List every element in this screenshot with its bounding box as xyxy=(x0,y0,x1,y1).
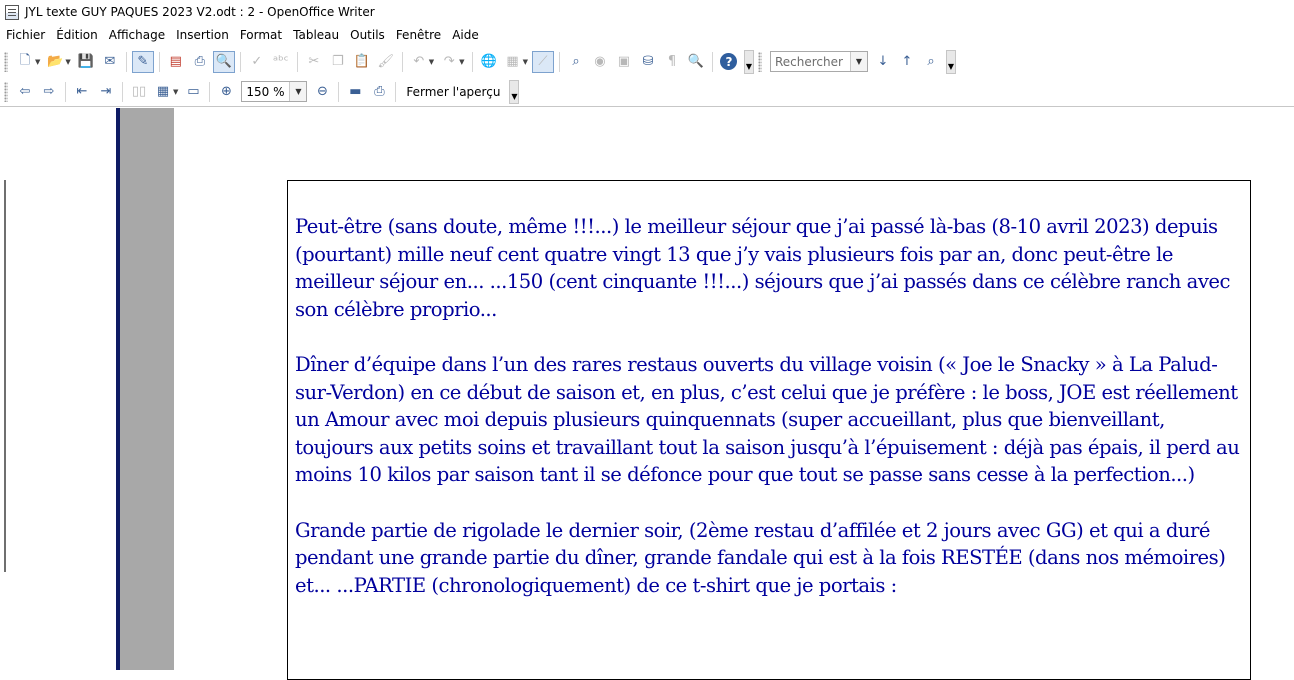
zoom-in-icon[interactable]: ⊕ xyxy=(220,84,232,99)
toolbar-separator xyxy=(402,52,403,72)
save-icon[interactable]: 💾 xyxy=(77,54,94,69)
menu-affichage[interactable]: Affichage xyxy=(108,28,166,42)
search-input[interactable] xyxy=(770,51,868,72)
document-text[interactable] xyxy=(295,213,1247,627)
edit-mode-icon[interactable]: ✎ xyxy=(132,51,154,73)
cut-icon[interactable]: ✂ xyxy=(308,54,320,69)
hyperlink-icon[interactable]: 🌐 xyxy=(480,54,497,69)
paragraph[interactable]: Peut-être (sans doute, même !!!...) le meilleur séjour que j’ai passé là-bas (8-10 avril 2023) depuis (pourtant) mille neuf cent quatre vingt 13 que j’y vais plusieurs fois par an, donc peut-être le meilleur séjour en... ...150 (cent cinquante !!!...) séjours que j’ai passés dans ce célèbre ranch avec son célèbre proprio... xyxy=(295,215,1230,321)
menu-edition[interactable]: Édition xyxy=(56,28,98,42)
search-toolbar-overflow-icon[interactable]: ▼ xyxy=(946,50,956,74)
two-pages-icon[interactable]: ▯▯ xyxy=(131,84,147,99)
datasource-icon[interactable]: ⛁ xyxy=(642,54,654,69)
search-dropdown-icon[interactable]: ▼ xyxy=(850,52,867,71)
toolbar-separator xyxy=(159,52,160,72)
menu-bar xyxy=(0,24,1294,46)
title-bar xyxy=(0,0,1294,24)
toolbar-overflow-icon[interactable]: ▼ xyxy=(744,50,754,74)
copy-icon[interactable]: ❐ xyxy=(331,54,344,69)
last-page-icon[interactable]: ⇥ xyxy=(100,84,112,99)
undo-icon[interactable]: ↶ xyxy=(413,54,425,69)
zoom-dropdown-icon[interactable]: ▼ xyxy=(289,82,306,101)
page-preview-icon[interactable]: 🔍 xyxy=(213,51,235,73)
menu-aide[interactable]: Aide xyxy=(452,28,479,42)
zoom-out-icon[interactable]: ⊖ xyxy=(316,84,328,99)
window-title: JYL texte GUY PAQUES 2023 V2.odt : 2 - OpenOffice Writer xyxy=(25,5,375,19)
menu-outils[interactable]: Outils xyxy=(350,28,385,42)
undo-dropdown-icon[interactable]: ▼ xyxy=(428,57,435,66)
toolbar-separator xyxy=(559,52,560,72)
search-placeholder: Rechercher xyxy=(774,54,843,69)
table-dropdown-icon[interactable]: ▼ xyxy=(522,57,528,66)
zoom-icon[interactable]: 🔍 xyxy=(687,54,705,69)
zoom-value: 150 % xyxy=(246,84,285,99)
paragraph[interactable]: Dîner d’équipe dans l’un des rares restaus ouverts du village voisin (« Joe le Snacky » à La Palud-sur-Verdon) en ce début de saison et, en plus, c’est celui que je préfère : le boss, JOE est réellement un Amour avec moi depuis plusieurs quinquennats (super accueillant, plus que bienveillant, toujours aux petits soins et travaillant tout la saison jusqu’à l’épuisement : déjà pas épais, il perd au moins 10 kilos par saison tant il se défonce pour que tout se passe sans cesse à la perfection...) xyxy=(295,352,1240,487)
find-icon[interactable]: ⌕ xyxy=(927,54,935,69)
multiple-pages-dropdown-icon[interactable]: ▼ xyxy=(173,87,179,96)
toolbar-separator xyxy=(338,82,339,102)
document-workarea xyxy=(0,108,1294,670)
menu-tableau[interactable]: Tableau xyxy=(293,28,340,42)
autospellcheck-icon[interactable]: ᵃᵇᶜ xyxy=(273,54,289,69)
menu-fichier[interactable]: Fichier xyxy=(6,28,46,42)
new-dropdown-icon[interactable]: ▼ xyxy=(35,57,41,66)
text-frame[interactable] xyxy=(287,180,1251,680)
toolbar-separator xyxy=(209,82,210,102)
toolbar-separator xyxy=(472,52,473,72)
export-pdf-icon[interactable]: ▤ xyxy=(169,54,182,69)
gallery-icon[interactable]: ▣ xyxy=(617,54,631,69)
find-replace-icon[interactable]: ⌕ xyxy=(572,54,580,69)
toolbar-grip[interactable] xyxy=(4,82,8,102)
new-document-icon[interactable]: 🗋 xyxy=(19,52,31,68)
draw-icon[interactable]: ⟋ xyxy=(532,51,554,73)
help-icon[interactable] xyxy=(718,51,740,73)
toolbar-separator xyxy=(395,82,396,102)
close-preview-button[interactable]: Fermer l'aperçu xyxy=(406,84,501,99)
redo-dropdown-icon[interactable]: ▼ xyxy=(459,57,465,66)
paste-icon[interactable]: 📋 xyxy=(353,54,370,69)
toolbar-separator xyxy=(297,52,298,72)
help-circle-icon: ? xyxy=(720,53,737,70)
open-folder-icon[interactable]: 📂 xyxy=(47,54,64,69)
writer-document-icon xyxy=(5,5,19,20)
print-preview-icon[interactable]: ⎙ xyxy=(374,84,385,99)
next-page-icon[interactable]: ⇨ xyxy=(43,84,55,99)
toolbar-separator xyxy=(122,82,123,102)
search-up-icon[interactable]: ↑ xyxy=(901,54,913,69)
clone-format-icon[interactable]: 🖌 xyxy=(377,54,395,69)
formatting-marks-icon[interactable]: ¶ xyxy=(667,54,677,69)
print-icon[interactable]: ⎙ xyxy=(194,54,205,69)
toolbar-grip[interactable] xyxy=(4,52,8,72)
preview-toolbar xyxy=(0,77,1294,107)
page-gap xyxy=(120,108,174,670)
redo-icon[interactable]: ↷ xyxy=(443,54,455,69)
zoom-select[interactable] xyxy=(241,81,307,102)
full-screen-icon[interactable]: ▬ xyxy=(349,84,362,99)
toolbar-separator xyxy=(240,52,241,72)
menu-fenetre[interactable]: Fenêtre xyxy=(395,28,442,42)
spellcheck-icon[interactable]: ✓ xyxy=(251,54,263,69)
preview-toolbar-overflow-icon[interactable]: ▼ xyxy=(509,80,519,104)
table-icon[interactable]: ▦ xyxy=(506,54,519,69)
book-preview-icon[interactable]: ▭ xyxy=(187,84,200,99)
paragraph[interactable]: Grande partie de rigolade le dernier soir, (2ème restau d’affilée et 2 jours avec GG) et qui a duré pendant une grande partie du dîner, grande fandale qui est à la fois RESTÉE (dans nos mémoires) et... ...PARTIE (chronologiquement) de ce t-shirt que je portais : xyxy=(295,518,1226,597)
search-toolbar-grip[interactable] xyxy=(758,52,762,72)
multiple-pages-icon[interactable]: ▦ xyxy=(156,84,170,99)
search-down-icon[interactable]: ↓ xyxy=(877,54,889,69)
email-icon[interactable]: ✉ xyxy=(104,54,116,69)
previous-page-edge xyxy=(0,108,116,670)
toolbar-separator xyxy=(126,52,127,72)
document-page[interactable] xyxy=(174,108,1294,670)
first-page-icon[interactable]: ⇤ xyxy=(76,84,88,99)
page-margin-line xyxy=(4,180,6,572)
menu-insertion[interactable]: Insertion xyxy=(176,28,229,42)
navigator-icon[interactable]: ◉ xyxy=(594,54,606,69)
open-dropdown-icon[interactable]: ▼ xyxy=(65,57,71,66)
toolbar-separator xyxy=(712,52,713,72)
standard-toolbar xyxy=(0,46,1294,77)
previous-page-icon[interactable]: ⇦ xyxy=(19,84,31,99)
menu-format[interactable]: Format xyxy=(239,28,283,42)
toolbar-separator xyxy=(65,82,66,102)
